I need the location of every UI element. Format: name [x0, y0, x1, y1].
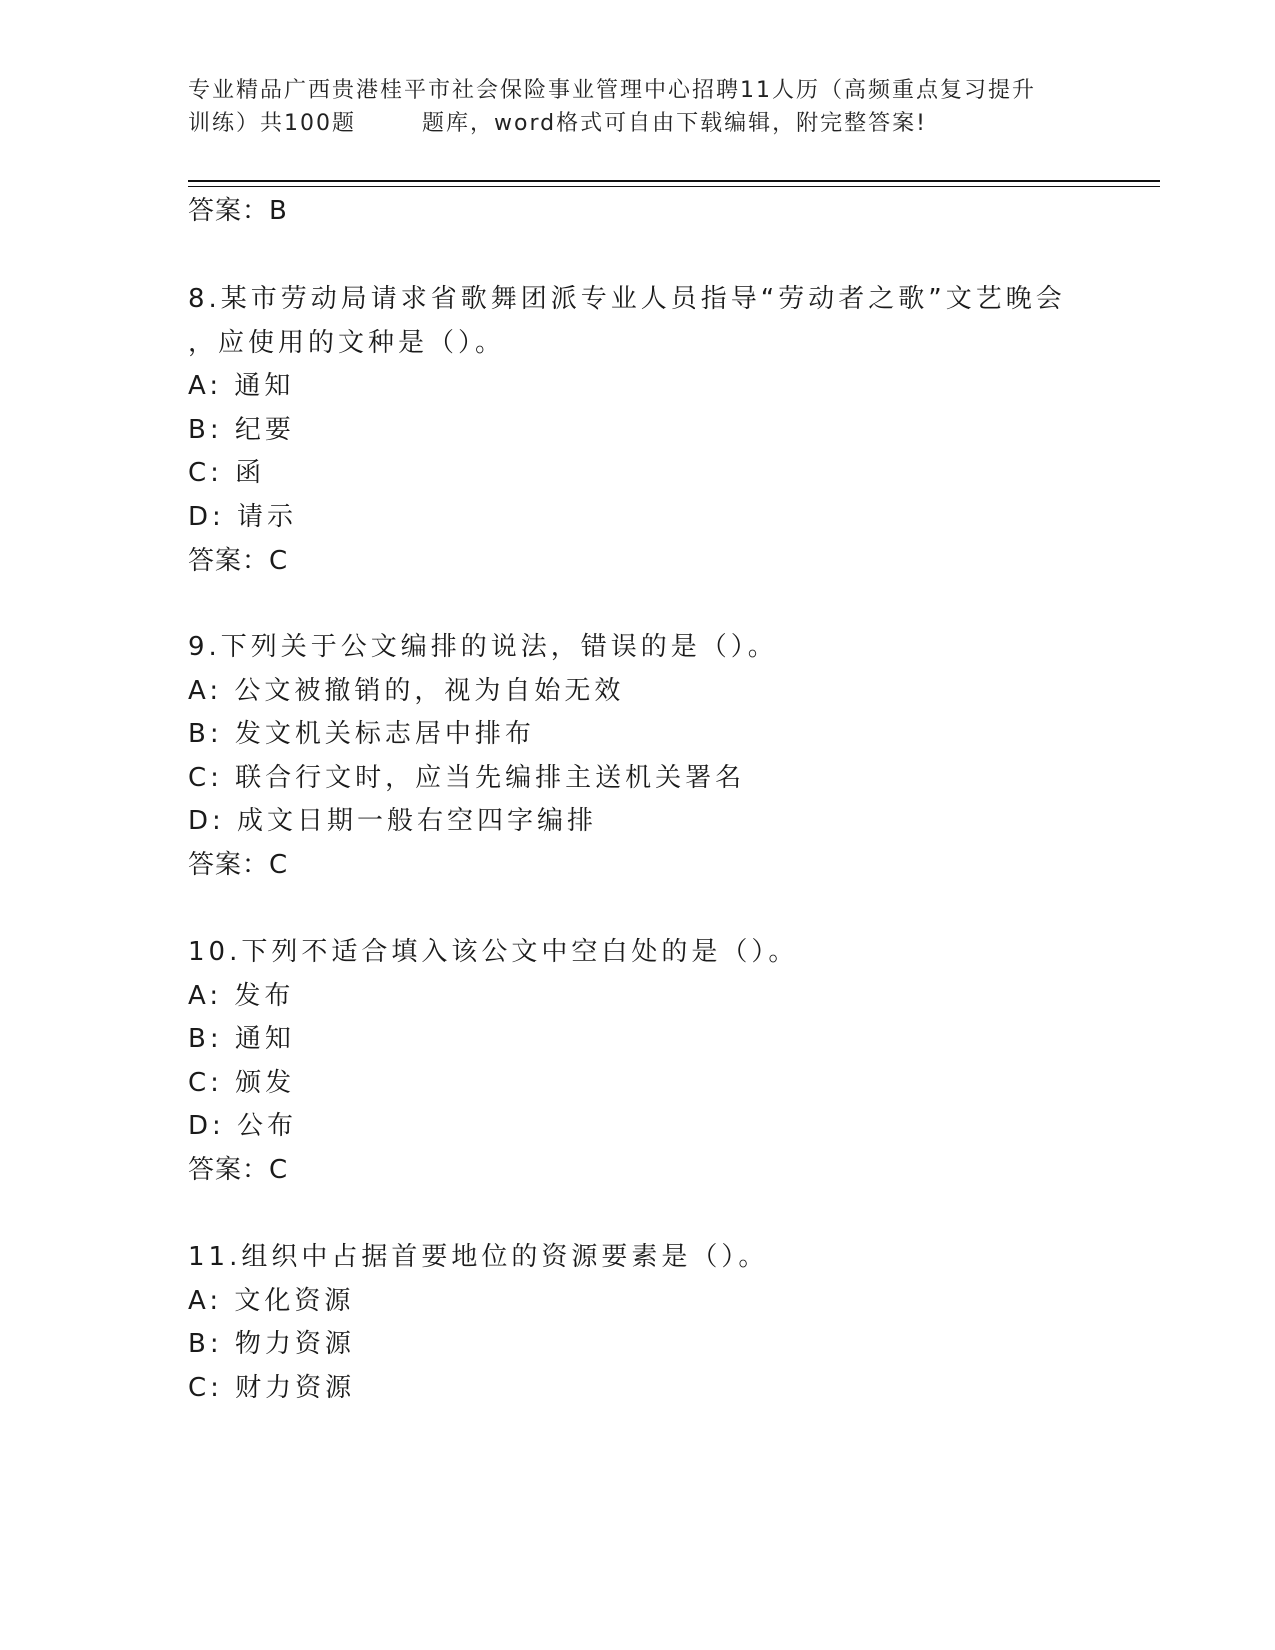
- question-9-option-a: A: 公文被撤销的，视为自始无效: [188, 676, 625, 706]
- question-8-answer: 答案：C: [188, 546, 289, 576]
- question-11-option-a: A: 文化资源: [188, 1286, 355, 1316]
- header-line-2-left: 训练）共100题: [188, 111, 356, 136]
- question-11-stem: 11.组织中占据首要地位的资源要素是（）。: [188, 1242, 769, 1272]
- header-line-2: [188, 107, 1088, 140]
- header-line-2-right: 题库，word格式可自由下载编辑，附完整答案!: [422, 111, 927, 136]
- question-10-option-b: B: 通知: [188, 1024, 295, 1054]
- question-8-option-c: C: 函: [188, 458, 266, 488]
- question-11-option-b: B: 物力资源: [188, 1329, 355, 1359]
- question-10-answer: 答案：C: [188, 1155, 289, 1185]
- document-header: [188, 74, 1088, 140]
- question-10-option-a: A: 发布: [188, 981, 295, 1011]
- question-8-stem-line-1: 8.某市劳动局请求省歌舞团派专业人员指导“劳动者之歌”文艺晚会: [188, 284, 1066, 314]
- header-divider-thin: [188, 186, 1160, 187]
- question-8-option-d: D: 请示: [188, 502, 298, 532]
- header-divider-thick: [188, 180, 1160, 182]
- question-11-option-c: C: 财力资源: [188, 1373, 356, 1403]
- question-8-stem-line-2: ，应使用的文种是（）。: [188, 328, 506, 358]
- question-10-stem: 10.下列不适合填入该公文中空白处的是（）。: [188, 937, 799, 967]
- question-9-option-b: B: 发文机关标志居中排布: [188, 719, 535, 749]
- previous-answer: 答案：B: [188, 196, 288, 226]
- question-9-answer: 答案：C: [188, 850, 289, 880]
- question-9-option-c: C: 联合行文时，应当先编排主送机关署名: [188, 763, 746, 793]
- header-line-1: 专业精品广西贵港桂平市社会保险事业管理中心招聘11人历（高频重点复习提升: [188, 78, 1036, 103]
- question-9-option-d: D: 成文日期一般右空四字编排: [188, 806, 598, 836]
- question-8-option-a: A: 通知: [188, 371, 295, 401]
- question-9-stem: 9.下列关于公文编排的说法，错误的是（）。: [188, 632, 778, 662]
- question-10-option-c: C: 颁发: [188, 1068, 296, 1098]
- question-8-option-b: B: 纪要: [188, 415, 295, 445]
- question-10-option-d: D: 公布: [188, 1111, 298, 1141]
